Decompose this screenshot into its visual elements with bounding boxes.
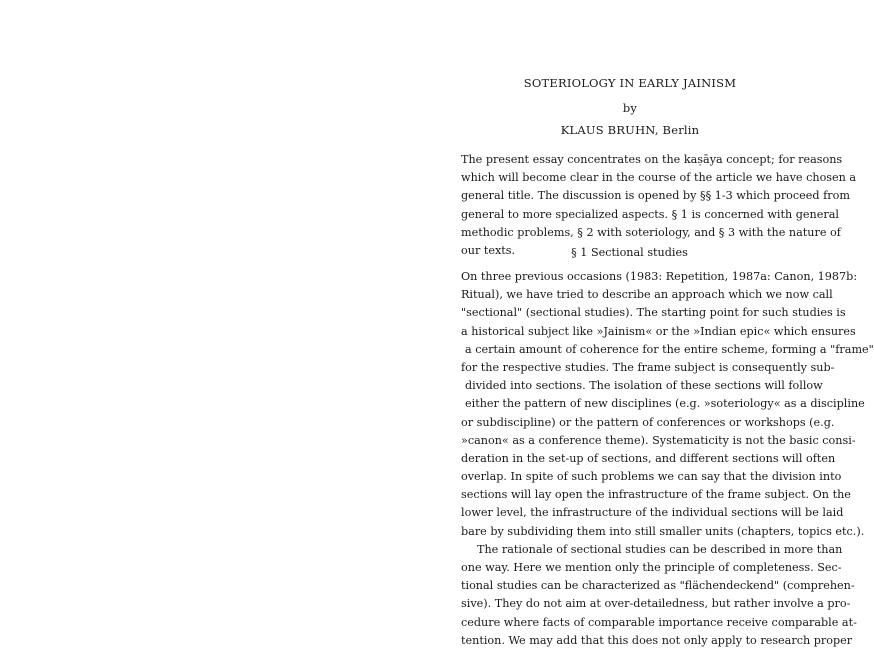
byline-by: by (622, 101, 638, 115)
text-line: methodic problems, § 2 with soteriology, and § 3 with the nature of (461, 225, 841, 239)
text-line: The rationale of sectional studies can be described in more than (477, 542, 843, 556)
section-body (461, 268, 874, 650)
text-line: tional studies can be characterized as "flächendeckend" (comprehen- (461, 579, 855, 593)
text-line: a historical subject like »Jainism« or the »Indian epic« which ensures (461, 324, 856, 338)
text-line: overlap. In spite of such problems we can say that the division into (461, 470, 842, 484)
text-line: bare by subdividing them into still smaller units (chapters, topics etc.). (461, 524, 865, 538)
text-line: general to more specialized aspects. § 1 is concerned with general (461, 207, 839, 221)
text-line: either the pattern of new disciplines (e.g. »soteriology« as a discipline (465, 397, 865, 411)
text-line: our texts. (461, 243, 516, 257)
text-line: cedure where facts of comparable importance receive comparable at- (461, 615, 857, 629)
text-line: "sectional" (sectional studies). The starting point for such studies is (461, 306, 846, 320)
text-line: »canon« as a conference theme). Systematicity is not the basic consi- (461, 433, 856, 447)
text-line: deration in the set-up of sections, and different sections will often (461, 451, 836, 465)
text-line: which will become clear in the course of the article we have chosen a (461, 171, 857, 185)
text-line: On three previous occasions (1983: Repetition, 1987a: Canon, 1987b: (461, 270, 858, 283)
text-line: a certain amount of coherence for the entire scheme, forming a "frame" (465, 342, 874, 356)
text-line: one way. Here we mention only the principle of completeness. Sec- (461, 561, 842, 574)
text-line: Ritual), we have tried to describe an approach which we now call (461, 288, 833, 302)
text-line: sections will lay open the infrastructure of the frame subject. On the (461, 488, 851, 502)
author-line: KLAUS BRUHN, Berlin (560, 123, 700, 137)
section-heading: § 1 Sectional studies (571, 246, 688, 259)
text-line: tention. We may add that this does not only apply to research proper (461, 633, 853, 647)
text-line: sive). They do not aim at over-detailedness, but rather involve a pro- (461, 597, 851, 611)
paper-title: SOTERIOLOGY IN EARLY JAINISM (523, 76, 737, 90)
text-line: or subdiscipline) or the pattern of conferences or workshops (e.g. (461, 415, 835, 429)
text-line: for the respective studies. The frame subject is consequently sub- (461, 360, 835, 374)
text-line: divided into sections. The isolation of these sections will follow (465, 379, 823, 393)
intro-paragraph (461, 151, 857, 260)
text-line: lower level, the infrastructure of the individual sections will be laid (461, 506, 844, 520)
text-line: The present essay concentrates on the kaṣāya concept; for reasons (461, 153, 843, 166)
text-line: general title. The discussion is opened by §§ 1-3 which proceed from (461, 189, 850, 203)
